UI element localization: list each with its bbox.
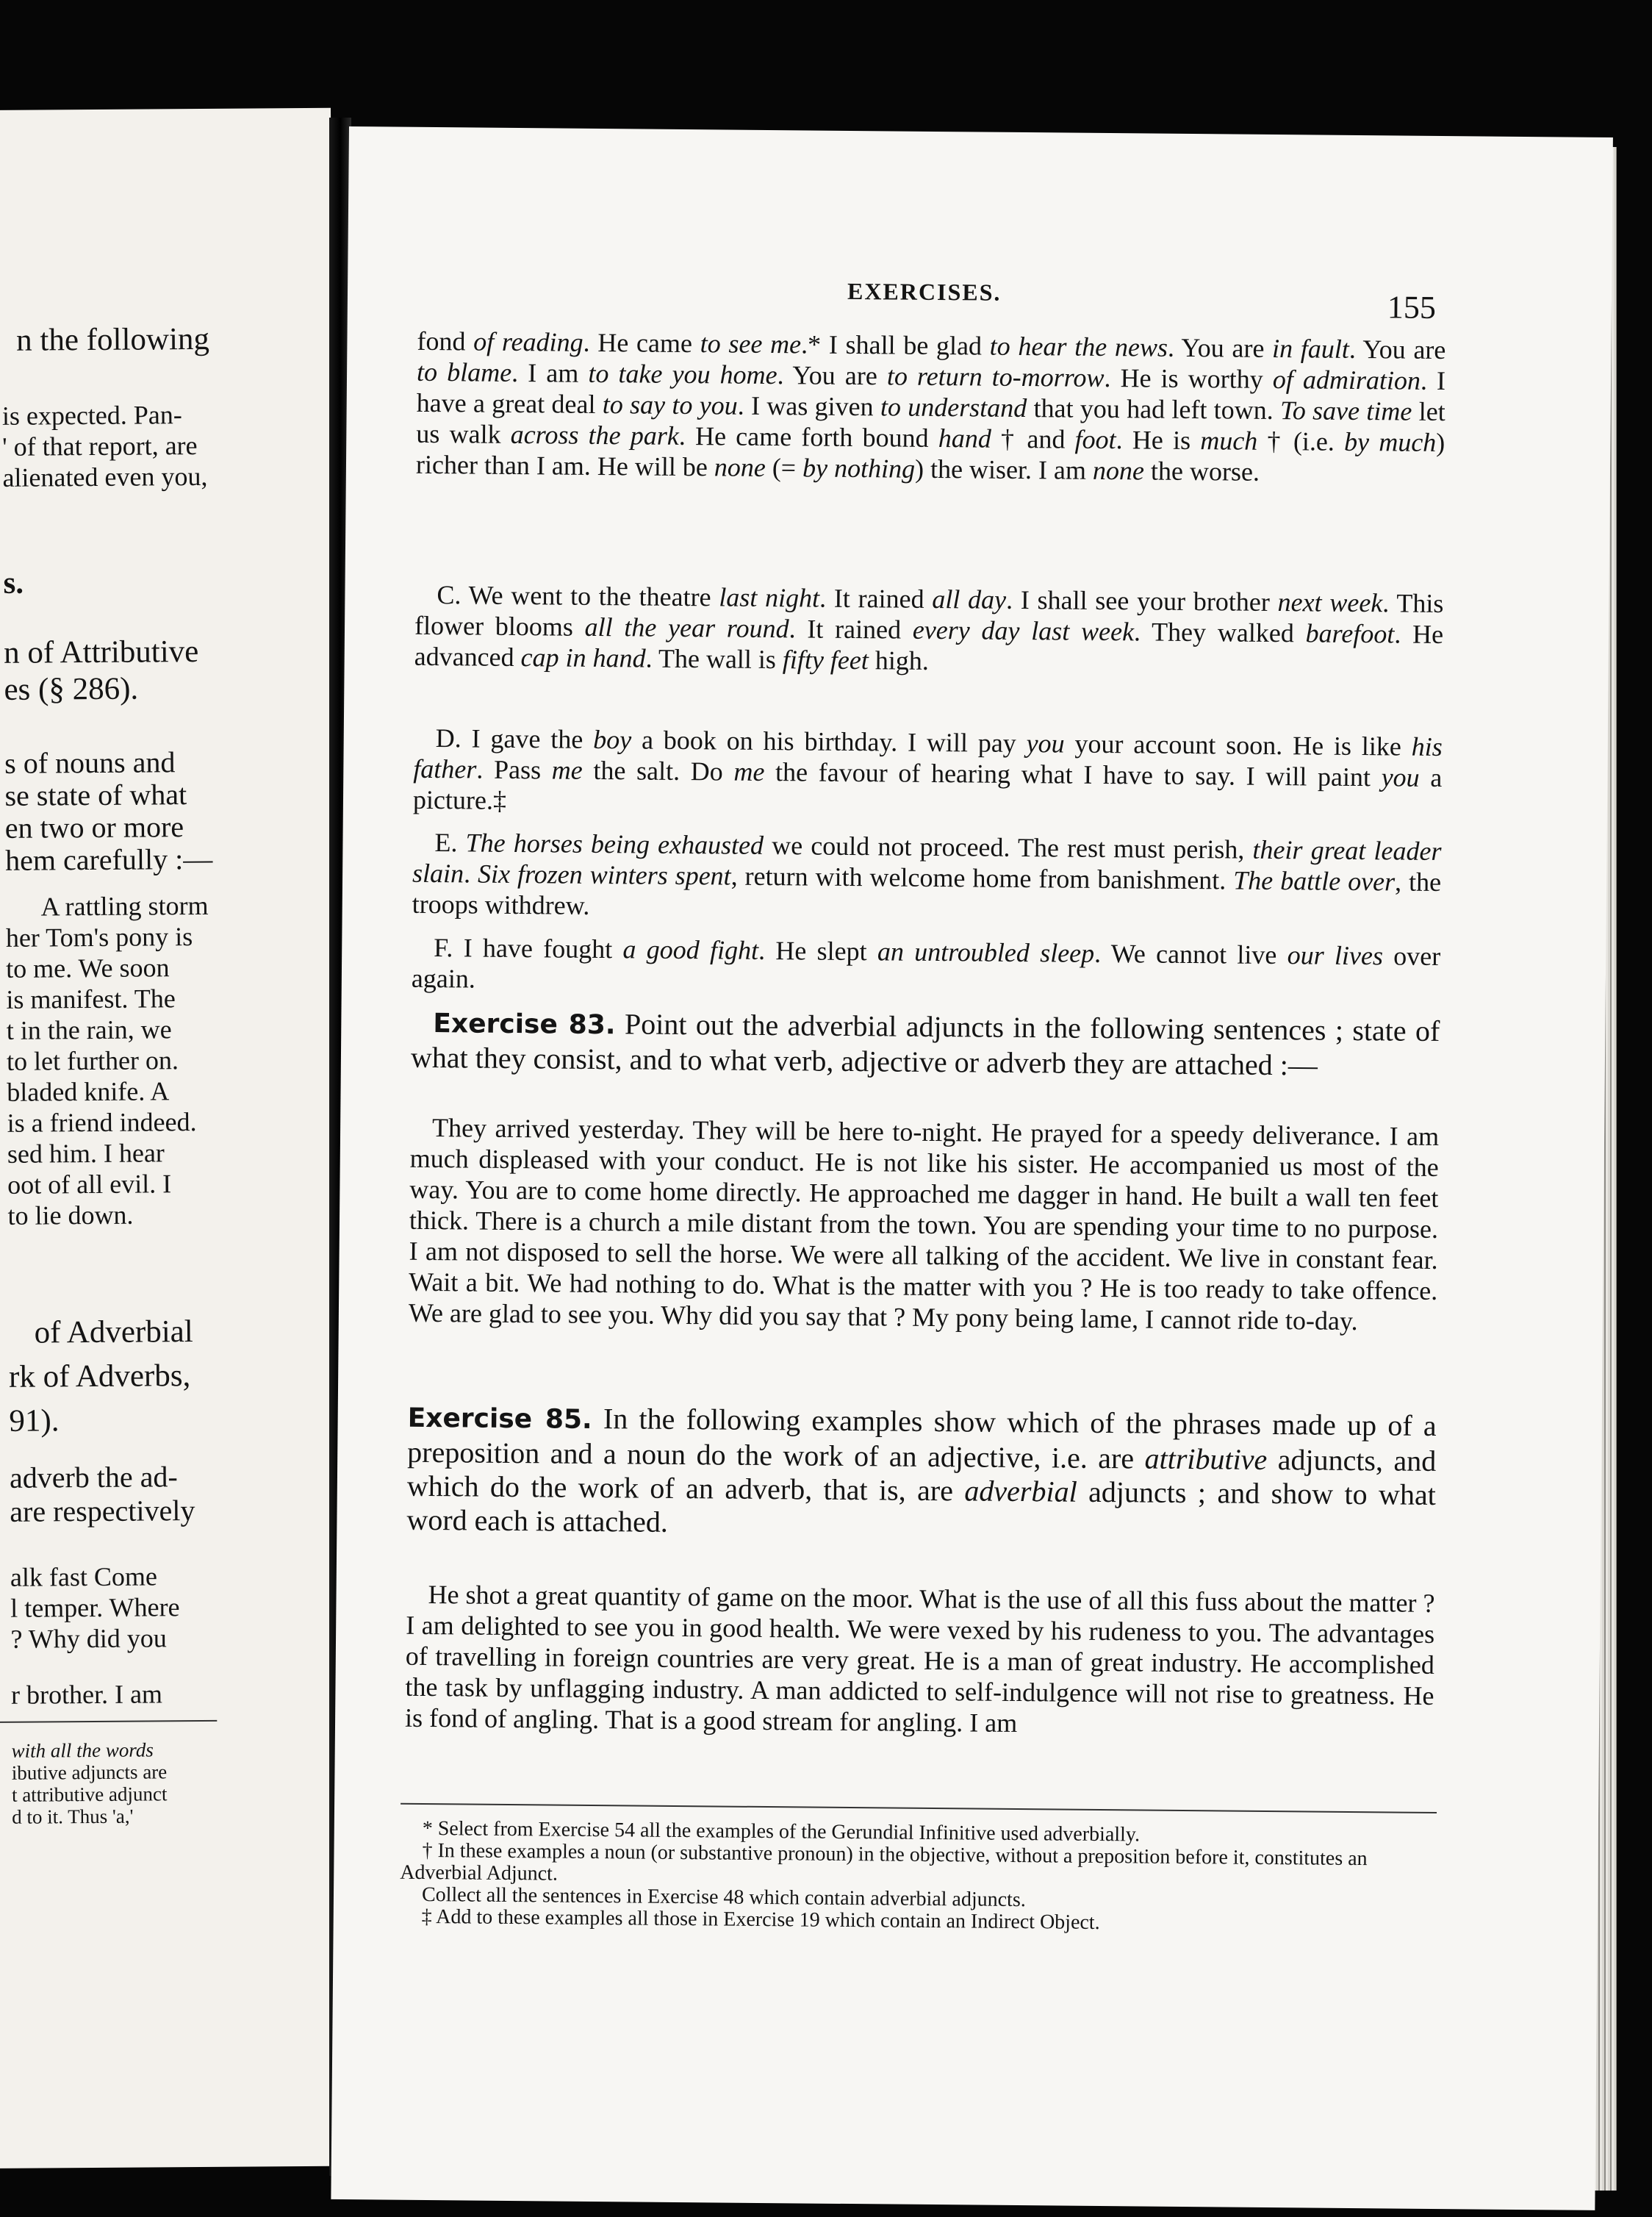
left-line: alienated even you, [2, 461, 208, 493]
left-line: is expected. Pan- [1, 400, 182, 431]
exercise-83-instructions: Point out the adverbial adjuncts in the following sentences ; state of what they consist, and to what verb, adjective or adverb they are attached :— [410, 1007, 1440, 1082]
exercise-83-body: They arrived yesterday. They will be here to-night. He prayed for a speedy deliverance. I am much displeased with your conduct. He is not like his sister. He accompanied us most of the way. You are to come home directly. He approached me dagger in hand. He built a wall ten feet thick. There is a church a mile distant from the town. You are spending your time to no purpose. I am not disposed to sell the horse. We were all talking of the accident. We live in constant fear. Wait a bit. We had nothing to do. What is the matter with you ? He is too ready to take offence. We are glad to see you. Why did you say that ? My pony being lame, I cannot ride to-day. [408, 1113, 1440, 1336]
footnote-rule [401, 1803, 1437, 1813]
left-rule [0, 1720, 217, 1723]
left-line: hem carefully :— [4, 842, 213, 877]
left-line: l temper. Where [10, 1592, 180, 1623]
left-line: to me. We soon [6, 953, 170, 984]
footnote-2: † In these examples a noun (or substantive pronoun) in the objective, without a preposition before it, constitutes an Adverbial Adjunct. [400, 1838, 1368, 1885]
left-line: ? Why did you [10, 1623, 167, 1654]
left-line: s of nouns and [4, 745, 176, 780]
left-line: bladed knife. A [7, 1076, 170, 1107]
paragraph-f: F. I have fought a good fight. He slept an untroubled sleep. We cannot live our lives over again. [411, 933, 1441, 994]
left-line: alk fast Come [10, 1561, 158, 1592]
page-number: 155 [1387, 289, 1437, 326]
right-page [331, 126, 1613, 2210]
left-line: of Adverbial [34, 1314, 193, 1350]
left-footnote-line: t attributive adjunct [11, 1783, 168, 1806]
footnote-3: Collect all the sentences in Exercise 48 which contain adverbial adjuncts. [421, 1883, 1026, 1912]
footnote-1: * Select from Exercise 54 all the examples of the Gerundial Infinitive used adverbially. [422, 1816, 1141, 1847]
left-footnote-line: d to it. Thus 'a,' [12, 1805, 134, 1828]
left-line: s. [3, 565, 24, 601]
left-line: her Tom's pony is [5, 922, 193, 953]
left-page [0, 108, 345, 2168]
left-line: to let further on. [6, 1045, 179, 1076]
exercise-85-instr-2: adjuncts, and which do the work of an adverb, that is, are [406, 1442, 1437, 1508]
exercise-85-adverbial: adverbial [964, 1474, 1077, 1508]
exercise-83-label: Exercise 83. [433, 1009, 616, 1041]
left-line: are respectively [10, 1494, 195, 1528]
left-line: r brother. I am [10, 1679, 163, 1710]
left-line: t in the rain, we [6, 1014, 172, 1045]
exercise-85-heading [406, 1400, 1437, 1546]
footnote-4: ‡ Add to these examples all those in Exercise 19 which contain an Indirect Object. [421, 1905, 1100, 1935]
paragraph-c: C. We went to the theatre last night. It rained all day. I shall see your brother next week. This flower blooms all the year round. It rained every day last week. They walked barefoot. He advanced cap in hand. The wall is fifty feet high. [414, 580, 1444, 676]
left-line: is a friend indeed. [7, 1107, 197, 1138]
left-line: se state of what [4, 778, 187, 812]
exercise-85-instr-1: In the following examples show which of the phrases made up of a preposition and a noun do the work of an adjective, i.e. are [407, 1402, 1437, 1475]
left-line: es (§ 286). [4, 671, 139, 707]
left-line: adverb the ad- [9, 1460, 178, 1494]
exercise-85-attributive: attributive [1144, 1441, 1268, 1476]
left-line: is manifest. The [6, 984, 176, 1014]
exercise-85-instr-3: adjuncts ; and show to what word each is attached. [406, 1475, 1437, 1539]
exercise-85-body: He shot a great quantity of game on the moor. What is the use of all this fuss about the matter ? I am delighted to see you in good health. We were vexed by his rudeness to you. The advantages of travelling in foreign countries are very great. He is a man of great industry. He accomplished the task by unflagging industry. A man addicted to self-indulgence will not rise to greatness. He is fond of angling. That is a good stream for angling. I am [404, 1580, 1435, 1738]
left-line: A rattling storm [40, 890, 209, 922]
left-footnote-line: ibutive adjuncts are [11, 1761, 168, 1784]
left-line: 91). [9, 1403, 60, 1439]
paragraph-e: E. The horses being exhausted we could not proceed. The rest must perish, their great leader slain. Six frozen winters spent, return with welcome home from banishment. The battle over, the troops withdrew. [412, 828, 1442, 920]
left-line: sed him. I hear [7, 1138, 165, 1169]
running-header: EXERCISES. [847, 277, 1002, 306]
left-line: to lie down. [7, 1200, 134, 1231]
exercise-83-heading [411, 1006, 1440, 1084]
left-line: n of Attributive [3, 634, 199, 670]
left-line: rk of Adverbs, [8, 1358, 191, 1394]
left-line: n the following [16, 321, 210, 358]
left-footnote-line: with all the words [11, 1738, 154, 1762]
left-line: ' of that report, are [2, 430, 198, 462]
exercise-85-label: Exercise 85. [407, 1403, 592, 1435]
left-line: oot of all evil. I [7, 1169, 172, 1200]
paragraph-a: fond of reading. He came to see me.* I shall be glad to hear the news. You are in fault. You are to blame. I am to take you home. You are to return to-morrow. He is worthy of admiration. I have a great deal to say to you. I was given to understand that you had left town. To save time let us walk across the park. He came forth bound hand † and foot. He is much † (i.e. by much) richer than I am. He will be none (= by nothing) the wiser. I am none the worse. [415, 326, 1446, 487]
paragraph-d: D. I gave the boy a book on his birthday. I will pay you your account soon. He is like his father. Pass me the salt. Do me the favour of hearing what I have to say. I will paint you a picture.‡ [412, 723, 1443, 815]
left-line: en two or more [4, 810, 184, 845]
